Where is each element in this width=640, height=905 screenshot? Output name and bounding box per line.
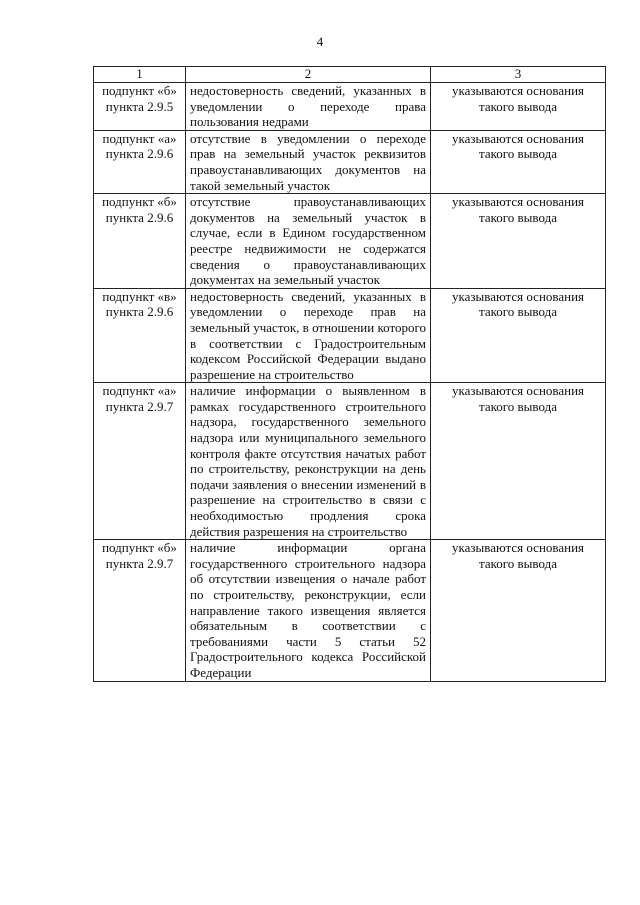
ground-description: отсутствие в уведомлении о переходе прав на земельный участок реквизитов правоустанавливающих документов на такой земельный участок [186,130,431,193]
ground-description: отсутствие правоустанавливающих документов на земельный участок в случае, если в Едином государственном реестре недвижимости не содержатся сведения о правоустанавливающих документах на земельный участок [186,194,431,289]
table-header-row [94,67,606,83]
provision-reference: подпункт «б» пункта 2.9.5 [94,83,186,131]
table-row [94,130,606,193]
provision-reference: подпункт «б» пункта 2.9.7 [94,540,186,681]
required-action: указываются основания такого вывода [431,288,606,383]
grounds-table [93,66,606,682]
provision-reference: подпункт «в» пункта 2.9.6 [94,288,186,383]
provision-reference: подпункт «а» пункта 2.9.7 [94,383,186,540]
ground-description: наличие информации о выявленном в рамках государственного строительного надзора, государственного земельного надзора или муниципального земельного контроля факте отсутствия начатых работ по строительству, реконструкции на день подачи заявления о внесении изменений в разрешение на строительство в связи с необходимостью продления срока действия разрешения на строительство [186,383,431,540]
table-row [94,383,606,540]
required-action: указываются основания такого вывода [431,83,606,131]
required-action: указываются основания такого вывода [431,130,606,193]
ground-description: наличие информации органа государственного строительного надзора об отсутствии извещения о начале работ по строительству, реконструкции, если направление такого извещения является обязательным в соответствии с требованиями части 5 статьи 52 Градостроительного кодекса Российской Федерации [186,540,431,681]
required-action: указываются основания такого вывода [431,194,606,289]
table-row [94,540,606,681]
provision-reference: подпункт «б» пункта 2.9.6 [94,194,186,289]
column-header-2: 2 [186,67,431,83]
column-header-1: 1 [94,67,186,83]
table-row [94,194,606,289]
provision-reference: подпункт «а» пункта 2.9.6 [94,130,186,193]
ground-description: недостоверность сведений, указанных в уведомлении о переходе права пользования недрами [186,83,431,131]
table-row [94,83,606,131]
required-action: указываются основания такого вывода [431,540,606,681]
column-header-3: 3 [431,67,606,83]
ground-description: недостоверность сведений, указанных в уведомлении о переходе прав на земельный участок, в отношении которого в соответствии с Градостроительным кодексом Российской Федерации выдано разрешение на строительство [186,288,431,383]
page-number: 4 [316,34,324,49]
table-row [94,288,606,383]
required-action: указываются основания такого вывода [431,383,606,540]
